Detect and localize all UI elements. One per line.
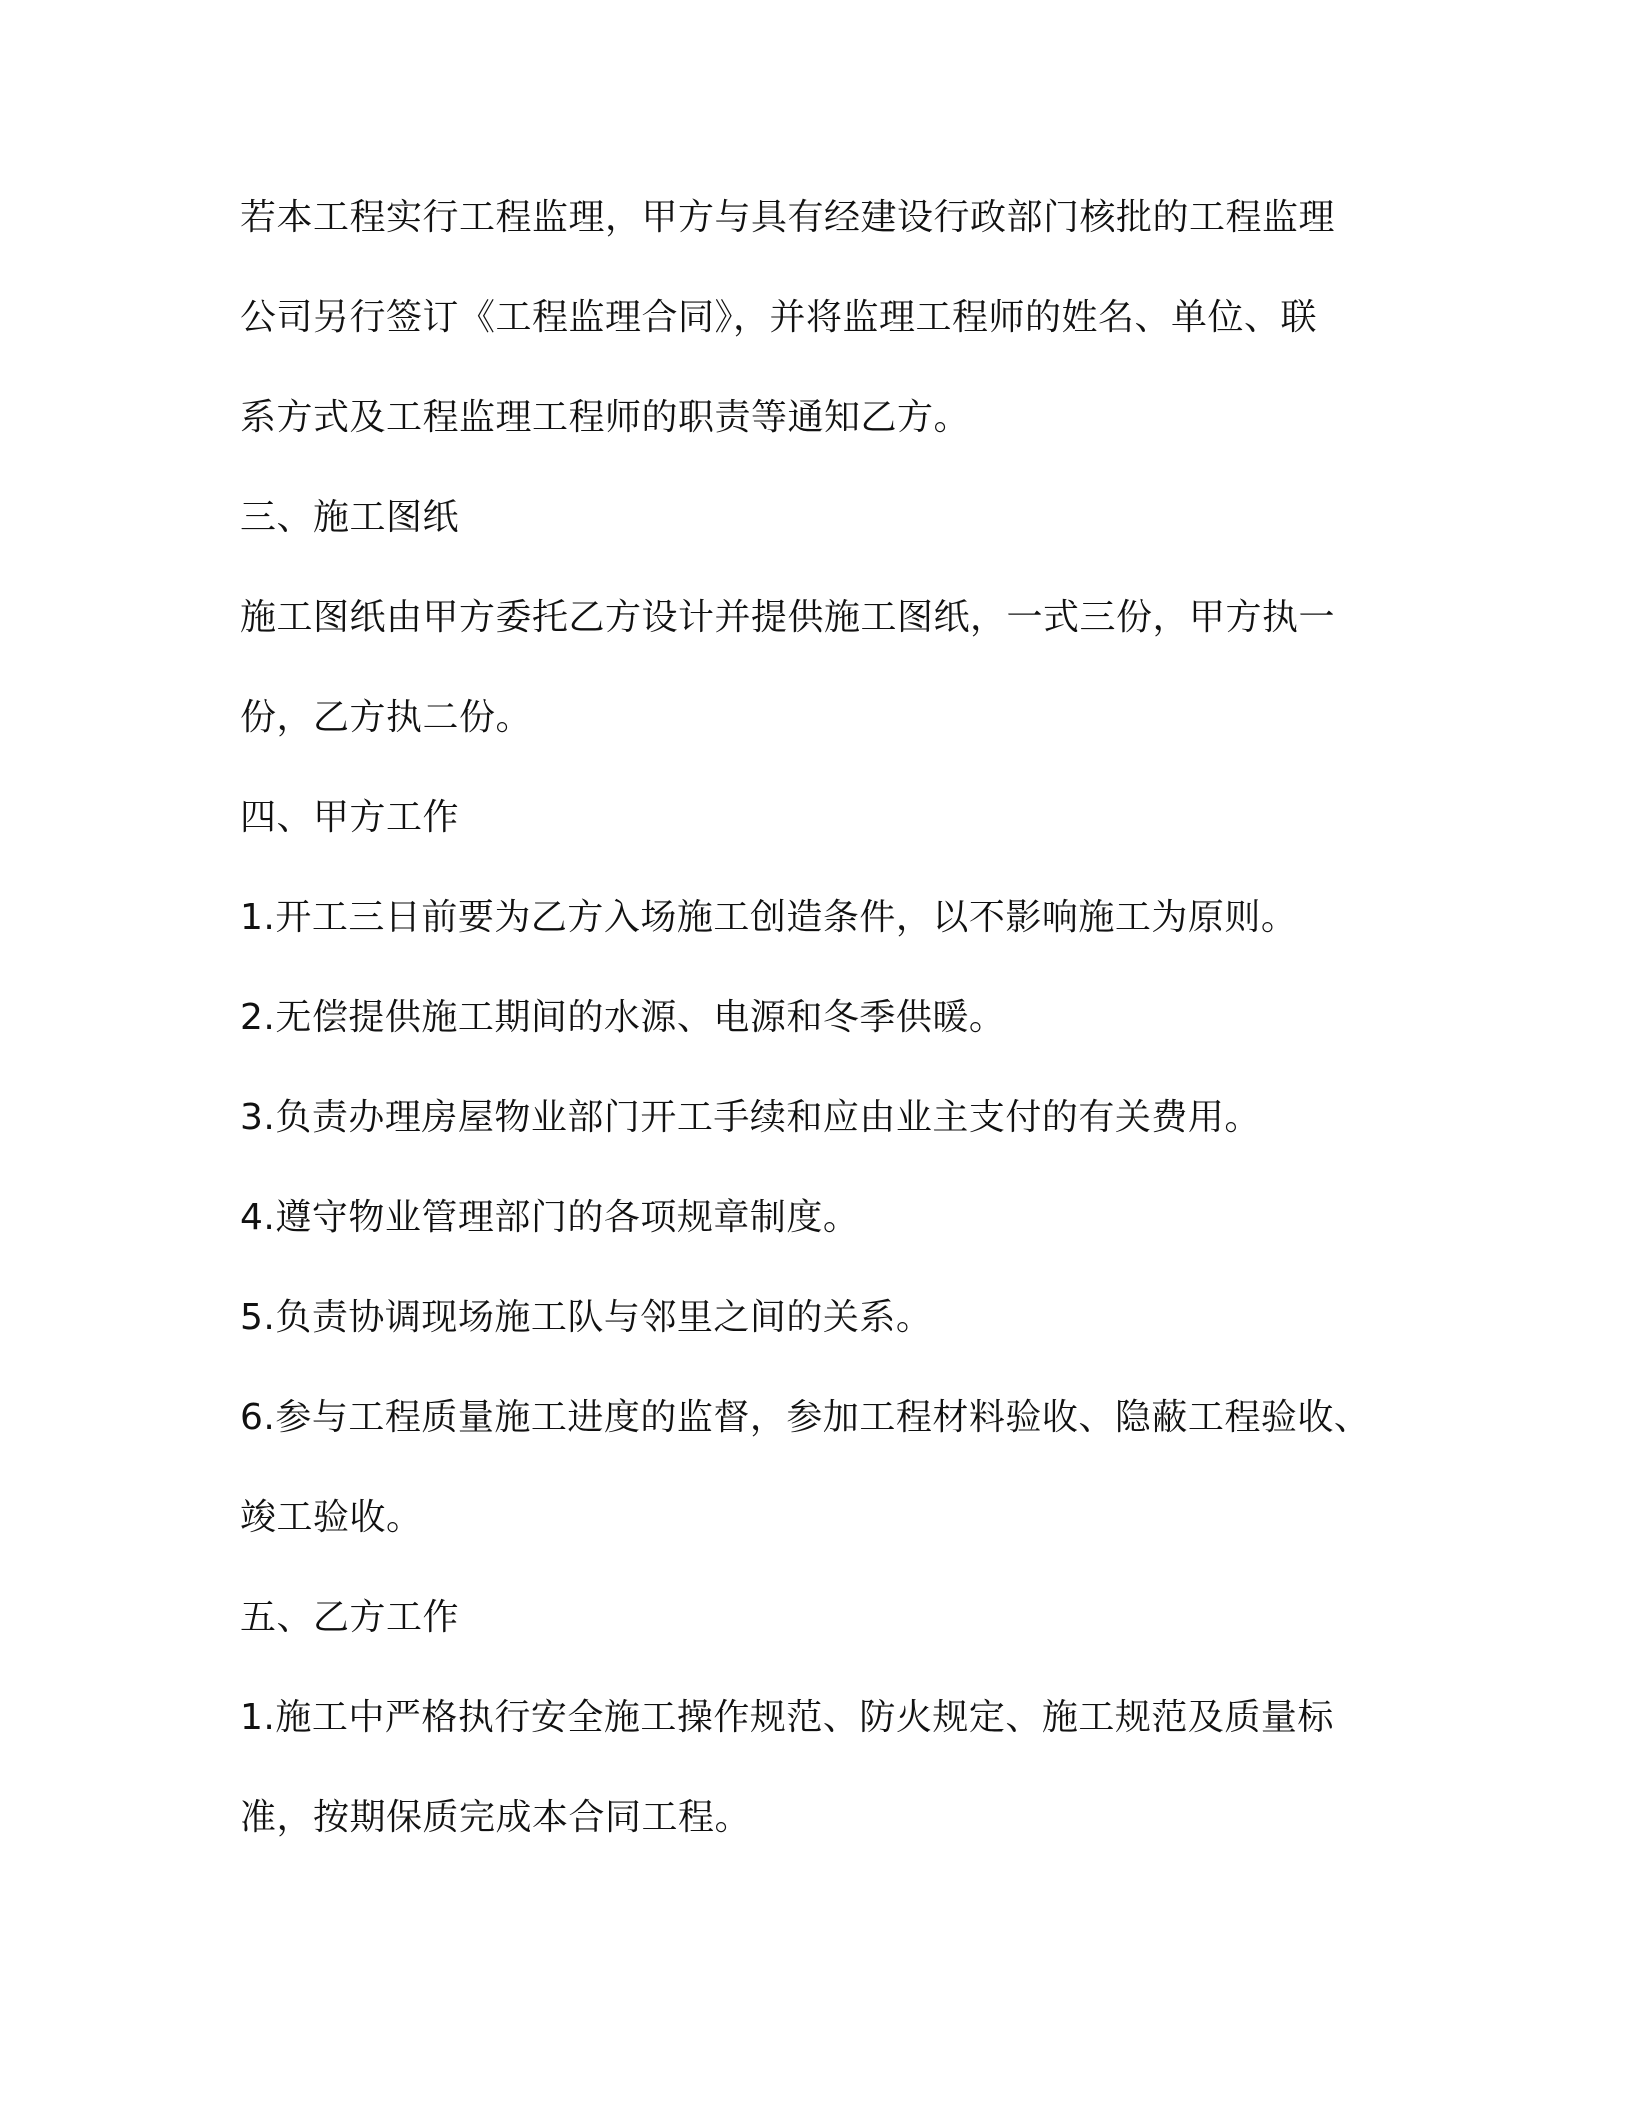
paragraph-supervision-line-1: 若本工程实行工程监理，甲方与具有经建设行政部门核批的工程监理 (240, 197, 1336, 238)
party-b-item-1-line-1: 1.施工中严格执行安全施工操作规范、防火规定、施工规范及质量标 (240, 1697, 1334, 1738)
party-a-item-3: 3.负责办理房屋物业部门开工手续和应由业主支付的有关费用。 (240, 1097, 1261, 1138)
paragraph-supervision-line-2: 公司另行签订《工程监理合同》，并将监理工程师的姓名、单位、联 (240, 297, 1318, 338)
section-heading-party-b: 五、乙方工作 (240, 1597, 460, 1638)
party-a-item-2: 2.无偿提供施工期间的水源、电源和冬季供暖。 (240, 997, 1006, 1038)
party-a-item-4: 4.遵守物业管理部门的各项规章制度。 (240, 1197, 860, 1238)
party-b-item-1-line-2: 准，按期保质完成本合同工程。 (240, 1797, 752, 1838)
party-a-item-5: 5.负责协调现场施工队与邻里之间的关系。 (240, 1297, 933, 1338)
paragraph-drawings-line-2: 份，乙方执二份。 (240, 697, 533, 738)
paragraph-supervision-line-3: 系方式及工程监理工程师的职责等通知乙方。 (240, 397, 971, 438)
section-heading-party-a: 四、甲方工作 (240, 797, 460, 838)
party-a-item-1: 1.开工三日前要为乙方入场施工创造条件，以不影响施工为原则。 (240, 897, 1298, 938)
party-a-item-6-line-1: 6.参与工程质量施工进度的监督，参加工程材料验收、隐蔽工程验收、 (240, 1397, 1371, 1438)
party-a-item-6-line-2: 竣工验收。 (240, 1497, 423, 1538)
section-heading-drawings: 三、施工图纸 (240, 497, 460, 538)
paragraph-drawings-line-1: 施工图纸由甲方委托乙方设计并提供施工图纸，一式三份，甲方执一 (240, 597, 1336, 638)
